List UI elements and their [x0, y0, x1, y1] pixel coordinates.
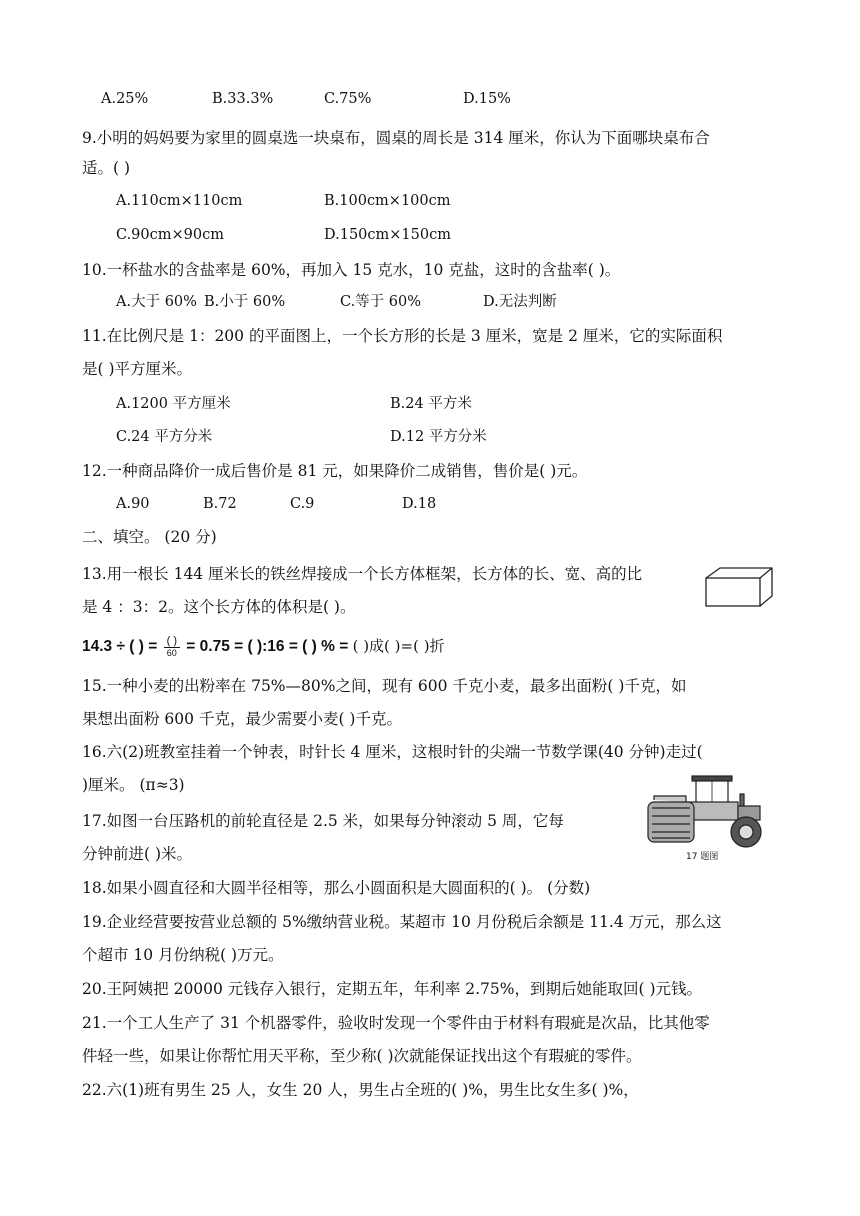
q10-option-b: B.小于 60%: [204, 294, 286, 310]
q12-option-b: B.72: [203, 496, 237, 512]
q10-option-a: A.大于 60%: [116, 294, 197, 310]
q15-text-line2: 果想出面粉 600 千克，最少需要小麦( )千克。: [82, 710, 402, 728]
q11-text-line2: 是( )平方厘米。: [82, 360, 193, 378]
q11-text-line1: 11.在比例尺是 1：200 的平面图上，一个长方形的长是 3 厘米，宽是 2 厘米，它的实际面积: [82, 327, 723, 345]
q9-option-d: D.150cm×150cm: [324, 227, 451, 243]
q15-text-line1: 15.一种小麦的出粉率在 75%—80%之间，现有 600 千克小麦，最多出面粉( )千克，如: [82, 677, 687, 695]
q12-option-c: C.9: [290, 496, 315, 512]
q14-fraction: [164, 635, 180, 659]
q10-option-c: C.等于 60%: [340, 294, 422, 310]
q19-text-line1: 19.企业经营要按营业总额的 5%缴纳营业税。某超市 10 月份税后余额是 11.4 万元，那么这: [82, 913, 722, 931]
q11-option-d: D.12 平方分米: [390, 429, 487, 445]
q10-text-line1: 10.一杯盐水的含盐率是 60%，再加入 15 克水，10 克盐，这时的含盐率( )。: [82, 261, 621, 279]
q12-option-d: D.18: [402, 496, 437, 512]
figure-caption-17: 17 题图: [686, 852, 719, 862]
q14-part3: ( )成( )=( )折: [352, 637, 445, 655]
q8-option-d: D.15%: [463, 91, 511, 107]
q18-text-line1: 18.如果小圆直径和大圆半径相等，那么小圆面积是大圆面积的( )。 (分数): [82, 879, 591, 897]
road-roller-figure: [642, 772, 768, 864]
q17-text-line2: 分钟前进( )米。: [82, 845, 193, 863]
q12-option-a: A.90: [116, 496, 150, 512]
q20-text-line1: 20.王阿姨把 20000 元钱存入银行，定期五年，年利率 2.75%，到期后她能取回( )元钱。: [82, 980, 703, 998]
q9-text-line1: 9.小明的妈妈要为家里的圆桌选一块桌布，圆桌的周长是 314 厘米，你认为下面哪块桌布合: [82, 129, 710, 147]
q21-text-line1: 21.一个工人生产了 31 个机器零件，验收时发现一个零件由于材料有瑕疵是次品，比其他零: [82, 1014, 710, 1032]
q9-option-b: B.100cm×100cm: [324, 193, 451, 209]
q13-text-line2: 是 4 ：3：2。这个长方体的体积是( )。: [82, 598, 356, 616]
q11-option-b: B.24 平方米: [390, 396, 472, 412]
q12-text-line1: 12.一种商品降价一成后售价是 81 元，如果降价二成销售，售价是( )元。: [82, 462, 588, 480]
q8-option-a: A.25%: [101, 91, 149, 107]
q22-text-line1: 22.六(1)班有男生 25 人，女生 20 人，男生占全班的( )%，男生比女生多( )%，: [82, 1081, 639, 1099]
q17-text-line1: 17.如图一台压路机的前轮直径是 2.5 米，如果每分钟滚动 5 周，它每: [82, 812, 564, 830]
q14-part2: = 0.75 = ( ):16 = ( ) % =: [186, 638, 349, 655]
q13-text-line1: 13.用一根长 144 厘米长的铁丝焊接成一个长方体框架，长方体的长、宽、高的比: [82, 565, 643, 583]
q8-option-c: C.75%: [324, 91, 372, 107]
q8-option-b: B.33.3%: [212, 91, 274, 107]
q14-fraction-denominator: 60: [166, 647, 177, 658]
q11-option-c: C.24 平方分米: [116, 429, 213, 445]
q9-option-c: C.90cm×90cm: [116, 227, 224, 243]
q16-text-line1: 16.六(2)班教室挂着一个钟表，时针长 4 厘米，这根时针的尖端一节数学课(40 分钟)走过(: [82, 743, 703, 761]
cuboid-figure: [700, 562, 776, 612]
q16-text-line2: )厘米。 (π≈3): [82, 776, 185, 794]
q14-equation: [82, 633, 445, 660]
q14-fraction-numerator: ( ): [164, 635, 180, 648]
q14-part1: 14.3 ÷ ( ) =: [82, 638, 158, 655]
section-heading-fill-in: 二、填空。 (20 分): [82, 528, 217, 546]
q9-text-line2: 适。( ): [82, 159, 131, 177]
q11-option-a: A.1200 平方厘米: [116, 396, 231, 412]
q21-text-line2: 件轻一些，如果让你帮忙用天平称，至少称( )次就能保证找出这个有瑕疵的零件。: [82, 1047, 642, 1065]
q9-option-a: A.110cm×110cm: [116, 193, 243, 209]
q10-option-d: D.无法判断: [483, 294, 557, 310]
q19-text-line2: 个超市 10 月份纳税( )万元。: [82, 946, 284, 964]
